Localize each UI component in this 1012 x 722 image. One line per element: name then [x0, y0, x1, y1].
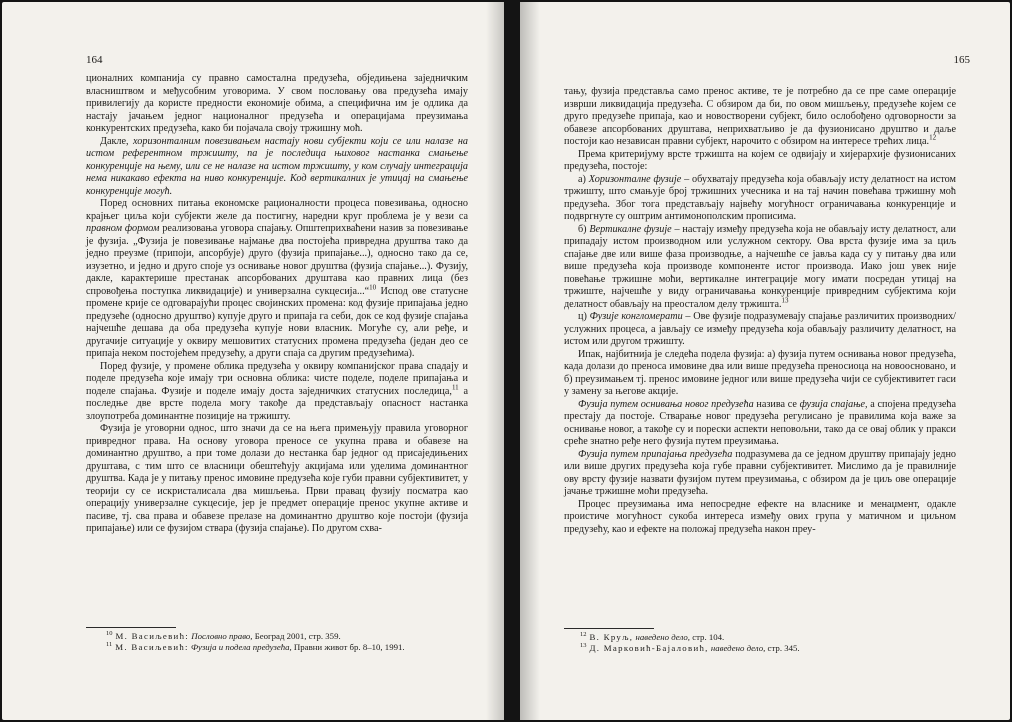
footnote: [106, 642, 476, 653]
text-segment: тању, фузија представља само пренос активе, те је потребно да се пре саме операције изврши ликвидација предузећа. С обзиром да би, по овом мишљењу, предузеће којем се друго предузеће припаја, као и новостворени субјект, било ослобођено одговорности за обавезе апсорбованих друштава, неприхватљиво је да фузионисано друштво и даље постоји као независан правни субјект, нарочито с обзиром на интересе трећих лица.: [564, 86, 956, 147]
text-segment: Дакле,: [100, 135, 134, 147]
paragraph: [564, 499, 956, 537]
footnote-details: Београд 2001, стр. 359.: [252, 631, 341, 641]
text-segment: б): [578, 223, 590, 235]
footnote-title: наведено дело,: [710, 643, 766, 653]
paragraph: [564, 349, 956, 399]
right-gutter-shadow: [520, 2, 540, 720]
right-footnote-rule: [564, 628, 654, 629]
text-segment: – настају између предузећа која не обављају исту делатност, али припадају истом производном или услужном сектору. Ова врста фузије има за циљ спајање две или више фаза производње, а најчешће се јавља када су у питању два или више предузећа која производе компоненте истог производа. Иако још увек није повећање тржишне моћи, вертикалне интеграције могу имати посредан утицај на тржиште, најчешће у виду ограничавања конкуренције привредним субјектима који делатност обављају на преосталом делу тржишта.: [564, 223, 956, 310]
footnote-ref: 10: [369, 283, 377, 292]
paragraph: [564, 311, 956, 349]
italic-text: Фузије конгломерати: [589, 311, 683, 322]
italic-text: Фузија путем оснивања новог предузећа: [578, 398, 754, 410]
paragraph: [564, 449, 956, 499]
footnote: [106, 631, 476, 642]
left-footnote-rule: [86, 627, 176, 628]
text-segment: а последње две врсте подела могу такође да представљају опасност настанка злоупотреба доминантне позиције на тржишту.: [86, 385, 468, 422]
paragraph: [86, 136, 468, 199]
footnote: [580, 643, 960, 654]
paragraph: [86, 198, 468, 361]
text-segment: а спојена предузећа престају да постоје. Стварање новог предузећа регулисано је правилима која важе за оснивање новог, а такође су и порески аспекти неповољни, тако да се овај облик у пракси среће знатно ређе него фузија путем преузимања.: [564, 398, 956, 447]
left-page-number: 164: [86, 54, 103, 66]
footnote-author: Д. Марковић-Бајаловић,: [589, 643, 709, 653]
footnote-title: Пословно право,: [191, 631, 253, 641]
text-segment: Поред основних питања економске рационалности процеса повезивања, односно крајњег циља који субјекти желе да постигну, наредни круг проблема је у вези са: [86, 198, 468, 222]
italic-text: фузија спајање,: [799, 398, 868, 410]
left-footnotes: [106, 631, 476, 653]
text-segment: – Ове фузије подразумевају спајање различитих производних/ услужних процеса, а јављају се између предузећа која обављају различиту делатност, на истом или другом тржишту.: [564, 311, 956, 347]
left-page: [2, 2, 504, 720]
italic-text: хоризонталним повезивањем настају нови субјекти који се или налазе на истом референтном тржишту, па је последица њиховог настанка смањење конкуренције на њему, или се не налазе на истом тржишту, у ком случају интеграција нема никакаво ефекта на ниво конкуренције. Код вертикалних је утицај на смањење конкуренције могућ.: [86, 135, 468, 197]
footnote: [580, 632, 960, 643]
footnote-details: стр. 345.: [765, 643, 800, 653]
left-gutter-shadow: [486, 2, 504, 720]
paragraph: [564, 149, 956, 174]
footnote-author: М. Васиљевић:: [115, 631, 190, 641]
text-segment: Према критеријуму врсте тржишта на којем се одвијају и хијерархије фузионисаних предузећа, постоје:: [564, 148, 956, 172]
text-segment: – обухватају предузећа која обављају исту делатност на истом тржишту, што смањује број тржишних учесника и на тај начин повећава тржишну моћ предузећа. Због тога представљају највећу могућност ограничавања конкуренције и подвргнуте су оштрим антимонополским прописима.: [564, 173, 956, 222]
footnote-ref: 11: [451, 383, 459, 392]
footnote-number: 13: [580, 642, 587, 650]
footnote-author: В. Круљ,: [589, 632, 634, 642]
text-segment: а): [578, 173, 589, 185]
left-body-text: [86, 73, 468, 536]
footnote-ref: 12: [929, 133, 937, 142]
paragraph: [564, 224, 956, 312]
text-segment: Процес преузимања има непосредне ефекте на власнике и менаџмент, одакле проистиче могућност сукоба интереса између ових група у матичном и циљном предузећу, као и ефекте на положај предузећа након преу-: [564, 498, 956, 535]
text-segment: ц): [578, 311, 590, 322]
footnote-details: стр. 104.: [690, 632, 725, 642]
footnote-details: Правни живот бр. 8–10, 1991.: [291, 642, 405, 652]
footnote-ref: 13: [781, 296, 789, 305]
text-segment: подразумева да се једном друштву припајају једно или више других предузећа која губе правни субјективитет. Мислимо да је правилније ову врсту фузије назвати фузијом путем преузимања, с обзиром да је циљ ове операције јачање тржишне моћи предузећа.: [564, 448, 957, 497]
italic-text: Фузија путем припајања предузећа: [578, 448, 733, 460]
text-segment: ционалних компанија су правно самостална предузећа, обједињена заједничким власништвом и међусобним уговорима. У свом пословању ова предузећа имају привилегију да користе предности економије обима, а специфична им је одлика да настају јачањем једног националног предузећа и операцијама преузимања конкурентских предузећа, како би појачала своју тржишну моћ.: [86, 73, 468, 134]
paragraph: [564, 399, 956, 449]
italic-text: Вертикалне фузије: [589, 223, 672, 235]
paragraph: [564, 86, 956, 149]
right-page: [520, 2, 1010, 720]
footnote-title: Фузија и подела предузећа,: [190, 642, 292, 652]
footnote-title: наведено дело,: [635, 632, 690, 642]
text-segment: Испод ове статусне промене крије се одговарајући процес својинских промена: код фузије припајања једно предузеће (односно друштво) купује друго и припаја га себи, док се код фузије спајања најчешће дешава да оба предузећа купује нови власник. Могуће су, али ређе, и другачије ситуације у оквиру мешовитих статусних промена предузећа (један део се припаја неком постојећем предузећу, а други спаја са другим предузећима).: [86, 285, 468, 359]
right-footnotes: [580, 632, 960, 654]
paragraph: [86, 73, 468, 136]
text-segment: Поред фузије, у промене облика предузећа у оквиру компанијског права спадају и поделе предузећа које имају три основна облика: чисте поделе, поделе припајања и поделе спајања. Фузије и поделе имају доста заједничких статусних последица,: [86, 360, 468, 397]
italic-text: правном формом: [86, 223, 160, 234]
italic-text: Хоризонталне фузије: [588, 173, 682, 185]
text-segment: назива се: [753, 398, 800, 410]
footnote-author: М. Васиљевић:: [115, 642, 189, 652]
paragraph: [86, 361, 468, 424]
paragraph: [564, 174, 956, 224]
text-segment: Ипак, најбитнија је следећа подела фузија: а) фузија путем оснивања новог предузећа, када долази до преноса имовине два или више предузећа преносиоца на новоосновано, и б) преузимањем тј. пренос имовине једног или више предузећа чији се субјективитет гаси у замену за његове акције.: [564, 348, 956, 397]
footnote-number: 12: [580, 631, 587, 639]
footnote-number: 10: [106, 630, 113, 638]
text-segment: Фузија је уговорни однос, што значи да се на њега примењују правила уговорног привредног права. На основу уговора преносе се укупна права и обавезе на доминантно друштво, а при томе долази до нестанка бар једног од присаједињених друштава, с тим што се власници обештећују акцијама или уделима доминантног друштва. Када је у питању пренос имовине предузећа које губи правни субјективитет, у теорији су се искристалисала два мишљења. Први правац фузију посматра као операцију универзалне сукцесије, јер је предмет операције пренос укупне активе и пасиве, тј. сва права и обавезе прелазе на доминантно друштво које постоји (фузија припајање) или се фузијом ствара (фузија спајање). По другом схва-: [86, 423, 468, 534]
right-page-number: 165: [953, 54, 970, 66]
paragraph: [86, 423, 468, 536]
footnote-number: 11: [106, 641, 113, 649]
text-segment: реализовања уговора спајању. Општеприхваћени назив за повезивање је фузија. „Фузија је повезивање најмање два постојећа привредна друштва тако да једно преузме (припоји, апсорбује) друго (фузија припајање...), односно тако да се, изузетно, и једно и друго споје уз оснивање новог друштва (фузија спајање...). Фузију, дакле, карактерише престанак апсорбованих друштава као правних лица (без спровођења поступка ликвидације) и универзална сукцесија...“: [86, 223, 468, 297]
right-body-text: [564, 86, 956, 536]
